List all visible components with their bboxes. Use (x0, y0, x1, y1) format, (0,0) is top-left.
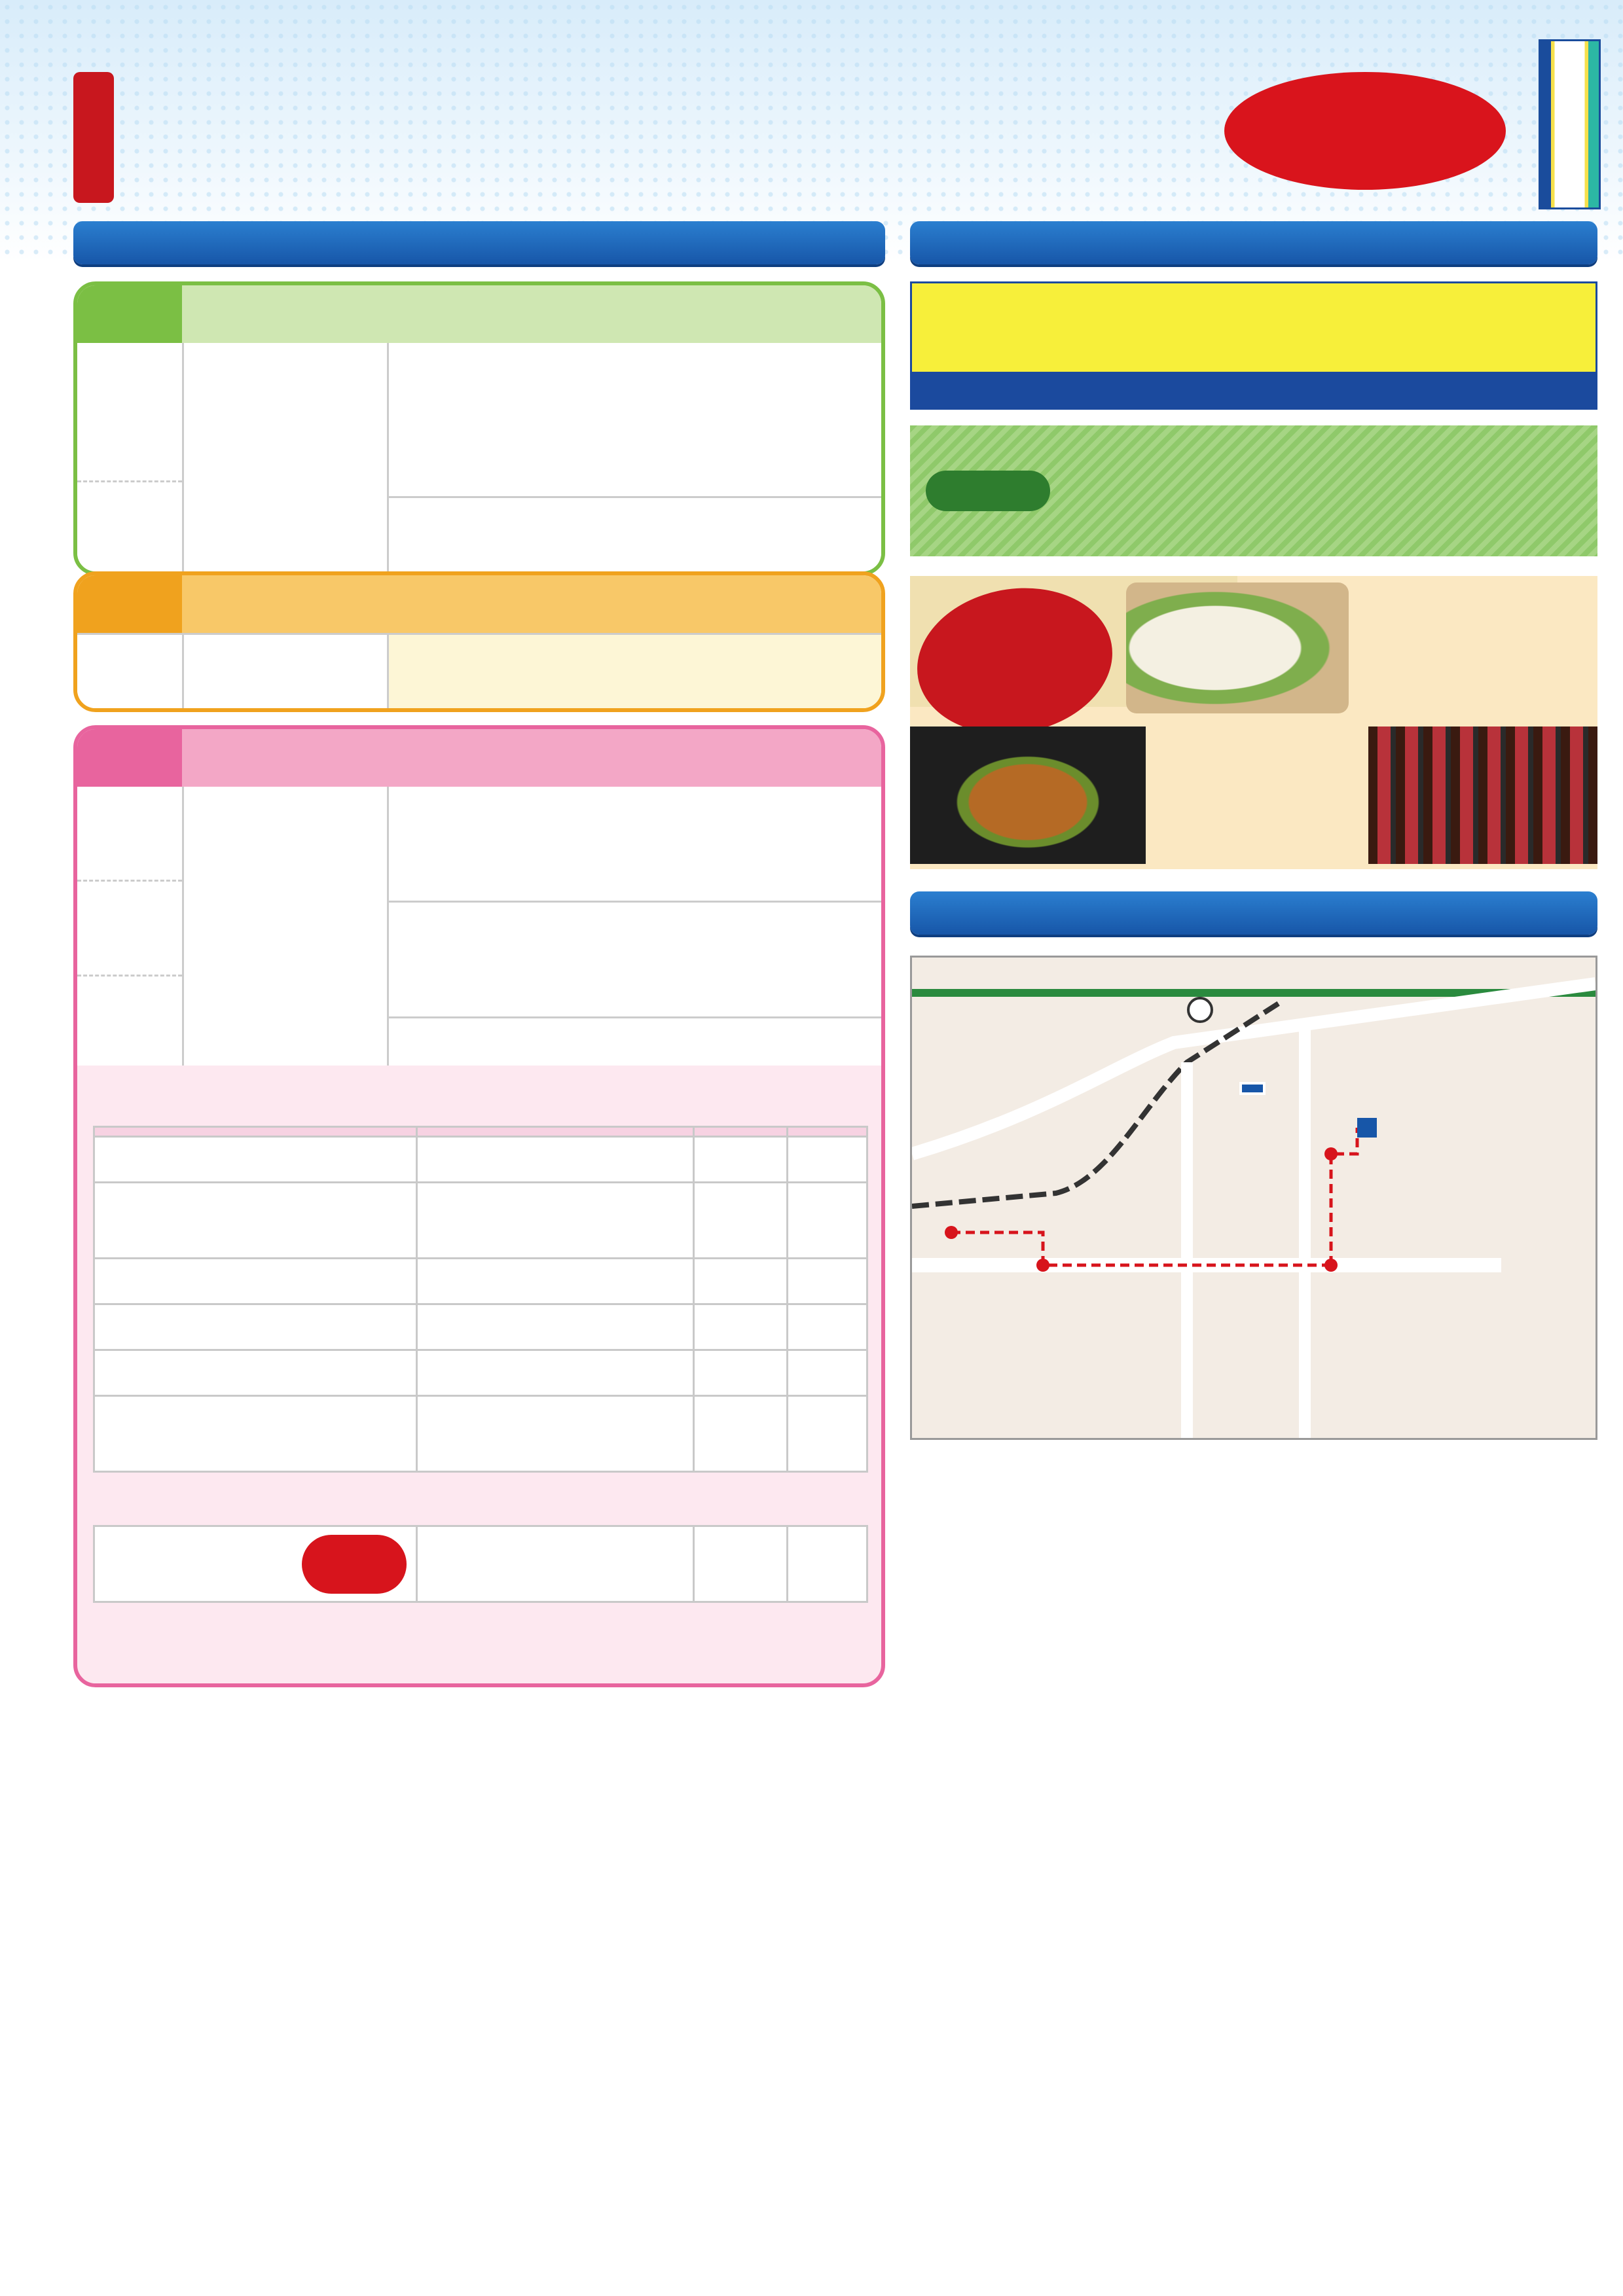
map-label-venue (1239, 1082, 1266, 1095)
day18-content-header (490, 729, 881, 787)
day18-contents (387, 787, 881, 1066)
day17-content (387, 635, 881, 708)
edition-badge (73, 72, 114, 203)
day16-presentation (389, 496, 881, 571)
table-row (94, 1137, 867, 1183)
day17-header (77, 575, 881, 633)
workshop-table (93, 1126, 868, 1473)
day16-block (73, 281, 885, 575)
day18-header (77, 729, 881, 787)
gourmet-section (910, 576, 1597, 869)
table-row (94, 1350, 867, 1396)
day18-time-2 (77, 880, 182, 975)
day17-venue-header (182, 575, 490, 633)
day17-content-header (490, 575, 881, 633)
access-map (910, 956, 1597, 1440)
day18-eco2 (389, 1016, 881, 1132)
table-row (94, 1396, 867, 1472)
day16-time-1 (77, 343, 182, 480)
fried-food-photo (910, 726, 1146, 864)
day18-body (77, 787, 881, 1066)
day17-time (77, 635, 182, 708)
day16-date (77, 285, 182, 343)
day16-body (77, 343, 881, 571)
day18-venue (182, 787, 387, 1066)
table-row (94, 1183, 867, 1259)
exhibit-info-bar (910, 372, 1597, 410)
day18-award (389, 901, 881, 1016)
day17-venue (182, 635, 387, 708)
day16-time-2 (77, 480, 182, 556)
reservation-badge (302, 1535, 407, 1594)
day17-date (77, 575, 182, 633)
day17-block (73, 571, 885, 712)
day16-header (77, 285, 881, 343)
day16-keynote (389, 343, 881, 496)
map-lines (912, 958, 1596, 1438)
schedule-banner (73, 221, 885, 264)
table-row (94, 1259, 867, 1304)
free-entry-badge (1224, 72, 1506, 190)
day16-content-header (490, 285, 881, 343)
daifuku-photo (1126, 583, 1349, 713)
workshop-section (77, 1066, 881, 1603)
day18-time-3 (77, 975, 182, 1069)
day17-row (77, 633, 881, 708)
special-corner-box (910, 425, 1597, 556)
day16-times (77, 343, 182, 571)
skewer-photo (1368, 726, 1597, 864)
table-row (94, 1526, 867, 1602)
day18-date (77, 729, 182, 787)
day18-block (73, 725, 885, 1687)
special-corner-label (926, 471, 1050, 511)
day16-venue-header (182, 285, 490, 343)
side-event-banner (910, 221, 1597, 264)
table-row (94, 1304, 867, 1350)
day18-time-1 (77, 787, 182, 880)
day18-venue-header (182, 729, 490, 787)
map-banner (910, 891, 1597, 935)
kochike-logo (1539, 39, 1601, 209)
workshop-venue2 (93, 1490, 868, 1516)
casting-table (93, 1525, 868, 1603)
day18-times (77, 787, 182, 1066)
day16-contents (387, 343, 881, 571)
day16-venue (182, 343, 387, 571)
day18-eco1 (389, 787, 881, 901)
